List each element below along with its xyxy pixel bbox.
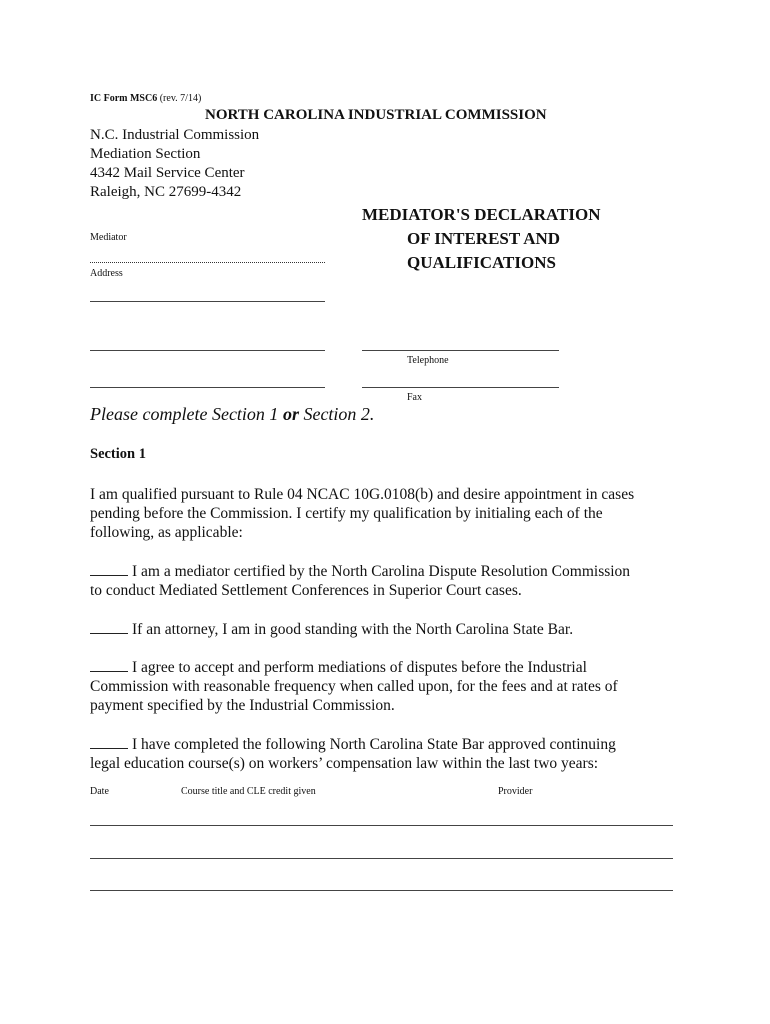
item-text: I am a mediator certified by the North Carolina Dispute Resolution Commission xyxy=(132,563,631,580)
instruction-pre: Please complete Section 1 xyxy=(90,404,283,424)
intro-line: following, as applicable: xyxy=(90,524,243,541)
fax-label: Fax xyxy=(407,392,422,403)
mediator-field[interactable] xyxy=(90,262,325,263)
column-header-date: Date xyxy=(90,786,109,797)
item-text: to conduct Mediated Settlement Conferences in Superior Court cases. xyxy=(90,582,522,599)
address-block xyxy=(90,126,259,202)
address-field-line-2[interactable] xyxy=(90,350,325,351)
fax-field[interactable] xyxy=(362,387,559,388)
address-line: N.C. Industrial Commission xyxy=(90,127,260,143)
certification-item xyxy=(90,735,616,773)
form-id-rev: (rev. 7/14) xyxy=(159,93,202,104)
section1-heading: Section 1 xyxy=(90,446,146,462)
title-line: OF INTEREST AND xyxy=(407,229,561,248)
address-label: Address xyxy=(90,268,123,279)
item-text: Commission with reasonable frequency when called upon, for the fees and at rates of xyxy=(90,678,618,695)
certification-item xyxy=(90,562,630,600)
item-text: payment specified by the Industrial Commission. xyxy=(90,697,395,714)
item-text: I have completed the following North Carolina State Bar approved continuing xyxy=(132,736,616,753)
instruction xyxy=(90,404,374,425)
initials-field[interactable] xyxy=(90,563,128,576)
telephone-field[interactable] xyxy=(362,350,559,351)
instruction-post: Section 2. xyxy=(298,404,375,424)
mediator-label: Mediator xyxy=(90,232,127,243)
address-line: Mediation Section xyxy=(90,146,201,162)
course-row-line[interactable] xyxy=(90,858,673,859)
agency-title: NORTH CAROLINA INDUSTRIAL COMMISSION xyxy=(205,107,547,123)
telephone-label: Telephone xyxy=(407,355,449,366)
initials-field[interactable] xyxy=(90,659,128,672)
initials-field[interactable] xyxy=(90,736,128,749)
intro-line: I am qualified pursuant to Rule 04 NCAC 10G.0108(b) and desire appointment in cases xyxy=(90,486,635,503)
item-text: legal education course(s) on workers’ compensation law within the last two years: xyxy=(90,755,599,772)
instruction-emphasis: or xyxy=(282,404,299,424)
item-text: If an attorney, I am in good standing with the North Carolina State Bar. xyxy=(132,621,574,638)
column-header-provider: Provider xyxy=(498,786,533,797)
address-line: 4342 Mail Service Center xyxy=(90,165,245,181)
section1-intro xyxy=(90,485,634,542)
item-text: I agree to accept and perform mediations of disputes before the Industrial xyxy=(132,659,587,676)
certification-item xyxy=(90,658,618,715)
address-field-line-3[interactable] xyxy=(90,387,325,388)
intro-line: pending before the Commission. I certify my qualification by initialing each of the xyxy=(90,505,603,522)
form-id xyxy=(90,93,201,104)
title-line: MEDIATOR'S DECLARATION xyxy=(362,205,601,224)
address-line: Raleigh, NC 27699-4342 xyxy=(90,184,242,200)
address-field-line-1[interactable] xyxy=(90,301,325,302)
title-line: QUALIFICATIONS xyxy=(407,253,556,272)
certification-item xyxy=(90,620,573,639)
document-title xyxy=(362,203,601,275)
course-row-line[interactable] xyxy=(90,890,673,891)
course-row-line[interactable] xyxy=(90,825,673,826)
form-id-label: IC Form MSC6 xyxy=(90,93,158,104)
column-header-course: Course title and CLE credit given xyxy=(181,786,316,797)
initials-field[interactable] xyxy=(90,621,128,634)
